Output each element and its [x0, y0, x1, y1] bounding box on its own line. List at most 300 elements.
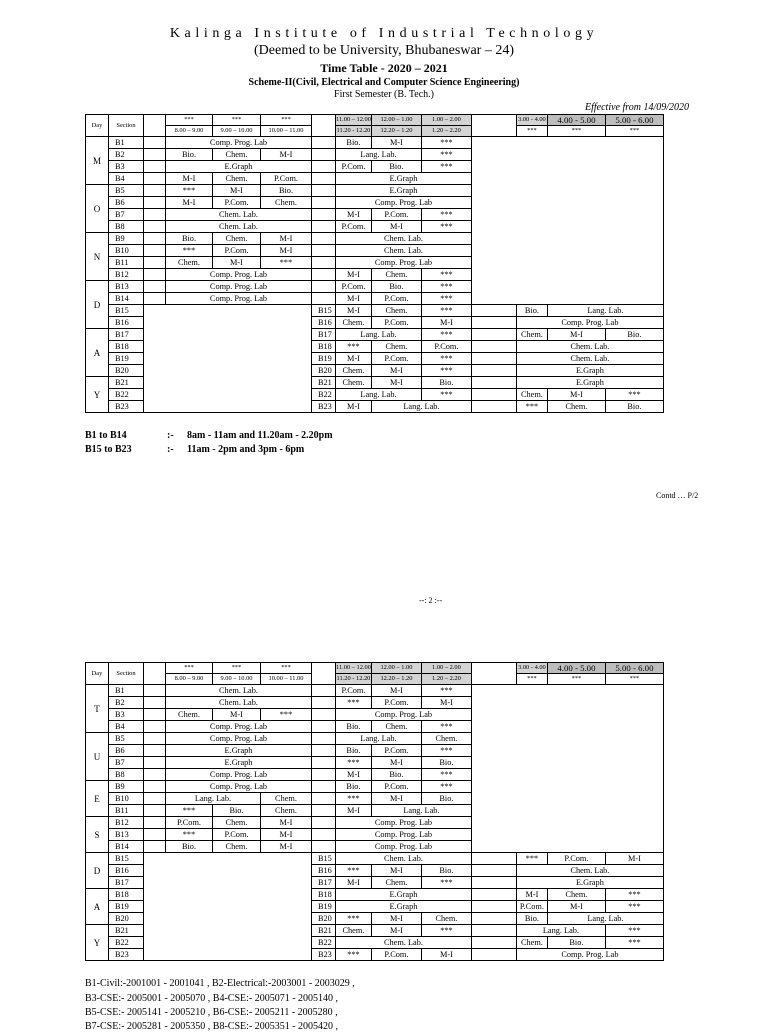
day-letter-cell: Y	[86, 925, 109, 961]
time-slot-cell: 8.00 – 9.00	[166, 126, 213, 137]
blank-cell	[144, 197, 166, 209]
blank-cell	[312, 149, 336, 161]
subject-cell: ***	[166, 185, 213, 197]
blank-cell	[312, 709, 336, 721]
blank-cell	[471, 401, 516, 413]
subject-cell: P.Com.	[336, 281, 372, 293]
timing-sep: :-	[167, 430, 174, 441]
subject-cell: Bio.	[166, 149, 213, 161]
blank-cell	[144, 185, 166, 197]
subject-cell: ***	[336, 341, 372, 353]
subject-cell: P.Com.	[371, 209, 421, 221]
blank-cell	[144, 115, 166, 137]
subject-cell: Chem.	[547, 401, 605, 413]
time-slot-cell: 11.20 - 12.20	[336, 126, 372, 137]
subject-cell: Chem.	[261, 197, 312, 209]
section-cell: B8	[109, 769, 144, 781]
subject-cell: M-I	[166, 173, 213, 185]
subject-cell: P.Com.	[547, 853, 605, 865]
day-letter-cell: D	[86, 281, 109, 329]
day-letter-cell: U	[86, 733, 109, 781]
time-slot-cell: 1.00 – 2.00	[421, 663, 471, 674]
day-letter-cell: A	[86, 889, 109, 925]
blank-cell	[471, 937, 516, 949]
subject-cell: P.Com.	[261, 173, 312, 185]
blank-cell	[471, 865, 516, 877]
blank-cell	[471, 341, 516, 353]
subject-cell: ***	[421, 281, 471, 293]
subject-cell: ***	[166, 245, 213, 257]
section-cell: B20	[312, 913, 336, 925]
section-cell: B16	[109, 865, 144, 877]
day-letter-cell: A	[86, 329, 109, 377]
timing-sep: :-	[167, 444, 174, 455]
subject-cell: P.Com.	[336, 685, 372, 697]
section-cell: B19	[109, 353, 144, 365]
blank-cell	[144, 805, 166, 817]
subject-cell: Chem.	[516, 389, 547, 401]
empty-block	[144, 305, 312, 413]
section-cell: B21	[312, 925, 336, 937]
subject-cell: Chem.	[261, 805, 312, 817]
subject-cell: Lang. Lab.	[166, 793, 261, 805]
section-cell: B15	[312, 853, 336, 865]
subject-cell: Bio.	[421, 757, 471, 769]
subject-cell: Bio.	[336, 721, 372, 733]
day-letter-cell: N	[86, 233, 109, 281]
section-cell: B16	[109, 317, 144, 329]
blank-cell	[144, 233, 166, 245]
section-header: Section	[109, 663, 144, 685]
time-slot-cell: 9.00 – 10.00	[213, 674, 261, 685]
table-header-row	[86, 115, 720, 126]
subject-cell: ***	[336, 793, 372, 805]
subject-cell: ***	[421, 781, 471, 793]
subject-cell: ***	[336, 757, 372, 769]
subject-cell: Bio.	[336, 745, 372, 757]
blank-cell	[144, 685, 166, 697]
blank-cell	[312, 793, 336, 805]
subject-cell: P.Com.	[371, 745, 421, 757]
registration-line: B3-CSE:- 2005001 - 2005070 , B4-CSE:- 2005071 - 2005140 ,	[85, 993, 339, 1004]
subject-cell: ***	[421, 353, 471, 365]
subject-cell: Lang. Lab.	[516, 925, 605, 937]
subject-cell: M-I	[336, 401, 372, 413]
subject-cell: Bio.	[421, 793, 471, 805]
empty-block	[144, 853, 312, 961]
subject-cell: M-I	[547, 901, 605, 913]
registration-line: B5-CSE:- 2005141 - 2005210 , B6-CSE:- 2005211 - 2005280 ,	[85, 1007, 338, 1018]
subject-cell: Chem.	[166, 257, 213, 269]
subject-cell: Bio.	[371, 161, 421, 173]
section-cell: B18	[109, 341, 144, 353]
table-row	[86, 137, 720, 149]
stars-cell: ***	[213, 663, 261, 674]
subject-cell: Chem.	[213, 817, 261, 829]
subject-cell: Comp. Prog. Lab	[166, 781, 312, 793]
blank-cell	[471, 115, 516, 137]
time-slot-cell: 12.00 – 1.00	[371, 663, 421, 674]
subject-cell: M-I	[261, 829, 312, 841]
timing-times: 8am - 11am and 11.20am - 2.20pm	[187, 430, 333, 441]
subject-cell: Chem. Lab.	[516, 865, 663, 877]
tuesday-timetable	[85, 662, 720, 961]
subject-cell: Chem. Lab.	[336, 233, 472, 245]
subject-cell: E.Graph	[166, 161, 312, 173]
subject-cell: P.Com.	[336, 221, 372, 233]
timing-note-2	[85, 444, 304, 455]
subject-cell: ***	[336, 865, 372, 877]
subject-cell: P.Com.	[213, 245, 261, 257]
subject-cell: ***	[336, 697, 372, 709]
timing-range: B15 to B23	[85, 444, 132, 455]
registration-line: B7-CSE:- 2005281 - 2005350 , B8-CSE:- 2005351 - 2005420 ,	[85, 1021, 339, 1032]
subject-cell: M-I	[336, 209, 372, 221]
subject-cell: ***	[336, 913, 372, 925]
section-cell: B15	[312, 305, 336, 317]
blank-cell	[471, 925, 516, 937]
subject-cell: P.Com.	[336, 161, 372, 173]
subject-cell: Lang. Lab.	[336, 733, 422, 745]
subject-cell: Bio.	[166, 233, 213, 245]
subject-cell: E.Graph	[336, 185, 472, 197]
subject-cell: ***	[421, 685, 471, 697]
blank-cell	[144, 745, 166, 757]
subject-cell: Chem.	[421, 733, 471, 745]
stars-cell: ***	[516, 674, 547, 685]
subject-cell: M-I	[261, 233, 312, 245]
subject-cell: E.Graph	[336, 173, 472, 185]
subject-cell: E.Graph	[516, 877, 663, 889]
subject-cell: Chem.	[516, 937, 547, 949]
subject-cell: Chem.	[166, 709, 213, 721]
subject-cell: Comp. Prog. Lab	[516, 317, 663, 329]
subject-cell: M-I	[166, 197, 213, 209]
subject-cell: Chem. Lab.	[166, 697, 312, 709]
subject-cell: ***	[166, 829, 213, 841]
subject-cell: E.Graph	[336, 901, 472, 913]
blank-cell	[144, 721, 166, 733]
subject-cell: M-I	[261, 149, 312, 161]
subject-cell: Comp. Prog. Lab	[336, 817, 472, 829]
blank-cell	[312, 757, 336, 769]
section-cell: B10	[109, 245, 144, 257]
blank-cell	[471, 329, 516, 341]
day-letter-cell: O	[86, 185, 109, 233]
section-cell: B22	[312, 937, 336, 949]
section-cell: B21	[312, 377, 336, 389]
subject-cell: P.Com.	[421, 341, 471, 353]
subject-cell: ***	[421, 209, 471, 221]
subject-cell: M-I	[213, 257, 261, 269]
blank-cell	[312, 185, 336, 197]
time-slot-cell: 11.00 – 12.00	[336, 663, 372, 674]
time-slot-cell: 3.00 - 4.00	[516, 115, 547, 126]
subject-cell: M-I	[371, 925, 421, 937]
subject-cell: Chem.	[213, 233, 261, 245]
section-cell: B21	[109, 377, 144, 389]
section-cell: B5	[109, 185, 144, 197]
timetable-title: Time Table - 2020 – 2021	[320, 61, 448, 75]
blank-cell	[144, 733, 166, 745]
blank-cell	[312, 257, 336, 269]
blank-cell	[471, 317, 516, 329]
section-cell: B18	[312, 341, 336, 353]
section-cell: B18	[109, 889, 144, 901]
blank-cell	[471, 913, 516, 925]
table-header-row	[86, 674, 720, 685]
subject-cell: Lang. Lab.	[547, 305, 663, 317]
blank-cell	[144, 817, 166, 829]
subject-cell: Lang. Lab.	[371, 401, 471, 413]
subject-cell: M-I	[371, 913, 421, 925]
blank-cell	[144, 161, 166, 173]
subject-cell: Lang. Lab.	[336, 329, 422, 341]
subject-cell: Chem. Lab.	[336, 937, 472, 949]
table-header-row	[86, 663, 720, 674]
day-letter-cell: T	[86, 685, 109, 733]
empty-block	[471, 685, 663, 853]
timing-times: 11am - 2pm and 3pm - 6pm	[187, 444, 305, 455]
subject-cell: Chem.	[371, 877, 421, 889]
blank-cell	[312, 209, 336, 221]
time-slot-cell: 4.00 - 5.00	[547, 115, 605, 126]
subject-cell: Chem. Lab.	[516, 353, 663, 365]
subject-cell: M-I	[371, 757, 421, 769]
blank-cell	[312, 685, 336, 697]
subject-cell: E.Graph	[516, 365, 663, 377]
subject-cell: P.Com.	[371, 353, 421, 365]
subject-cell: M-I	[371, 365, 421, 377]
stars-cell: ***	[547, 126, 605, 137]
subject-cell: ***	[421, 221, 471, 233]
section-cell: B9	[109, 781, 144, 793]
stars-cell: ***	[166, 115, 213, 126]
day-letter-cell: S	[86, 817, 109, 853]
subject-cell: Bio.	[421, 865, 471, 877]
subject-cell: M-I	[547, 329, 605, 341]
blank-cell	[144, 663, 166, 685]
empty-block	[471, 137, 663, 305]
subject-cell: Chem. Lab.	[166, 685, 312, 697]
blank-cell	[144, 209, 166, 221]
time-slot-cell: 5.00 - 6.00	[605, 663, 663, 674]
blank-cell	[144, 841, 166, 853]
subject-cell: M-I	[336, 293, 372, 305]
stars-cell: ***	[605, 674, 663, 685]
subject-cell: Chem.	[336, 365, 372, 377]
subject-cell: Chem.	[213, 173, 261, 185]
subject-cell: ***	[421, 925, 471, 937]
subject-cell: ***	[421, 149, 471, 161]
subject-cell: Comp. Prog. Lab	[166, 769, 312, 781]
subject-cell: Bio.	[547, 937, 605, 949]
section-cell: B22	[109, 389, 144, 401]
subject-cell: Bio.	[516, 913, 547, 925]
subject-cell: Comp. Prog. Lab	[166, 721, 312, 733]
subject-cell: M-I	[371, 377, 421, 389]
subject-cell: Comp. Prog. Lab	[336, 197, 472, 209]
blank-cell	[312, 293, 336, 305]
subject-cell: Comp. Prog. Lab	[336, 709, 472, 721]
section-cell: B23	[109, 949, 144, 961]
section-cell: B4	[109, 173, 144, 185]
subject-cell: Bio.	[336, 137, 372, 149]
day-letter-cell: D	[86, 853, 109, 889]
subject-cell: Chem.	[336, 377, 372, 389]
blank-cell	[144, 257, 166, 269]
subject-cell: ***	[421, 137, 471, 149]
blank-cell	[312, 697, 336, 709]
time-slot-cell: 1.00 – 2.00	[421, 115, 471, 126]
blank-cell	[144, 829, 166, 841]
section-cell: B11	[109, 257, 144, 269]
section-cell: B16	[312, 865, 336, 877]
subject-cell: ***	[516, 853, 547, 865]
subject-cell: Lang. Lab.	[336, 149, 422, 161]
subject-cell: M-I	[421, 949, 471, 961]
monday-timetable	[85, 114, 720, 413]
table-row	[86, 305, 720, 317]
subject-cell: Comp. Prog. Lab	[166, 281, 312, 293]
blank-cell	[471, 901, 516, 913]
table-row	[86, 685, 720, 697]
section-cell: B15	[109, 305, 144, 317]
blank-cell	[312, 173, 336, 185]
subject-cell: Chem.	[547, 889, 605, 901]
stars-cell: ***	[605, 126, 663, 137]
subject-cell: Comp. Prog. Lab	[336, 829, 472, 841]
section-cell: B1	[109, 137, 144, 149]
time-slot-cell: 10.00 – 11.00	[261, 674, 312, 685]
blank-cell	[471, 663, 516, 685]
section-cell: B23	[312, 401, 336, 413]
blank-cell	[312, 663, 336, 685]
subject-cell: Chem. Lab.	[336, 853, 472, 865]
day-header: Day	[86, 663, 109, 685]
blank-cell	[144, 697, 166, 709]
section-cell: B22	[109, 937, 144, 949]
day-letter-cell: M	[86, 137, 109, 185]
time-slot-cell: 12.20 – 1.20	[371, 126, 421, 137]
section-cell: B10	[109, 793, 144, 805]
stars-cell: ***	[261, 663, 312, 674]
blank-cell	[312, 829, 336, 841]
subject-cell: E.Graph	[166, 757, 312, 769]
subject-cell: Chem.	[371, 721, 421, 733]
subject-cell: ***	[421, 293, 471, 305]
blank-cell	[312, 197, 336, 209]
subject-cell: ***	[516, 401, 547, 413]
blank-cell	[312, 115, 336, 137]
page-number-marker: --: 2 :--	[419, 596, 443, 605]
subject-cell: M-I	[261, 245, 312, 257]
section-cell: B17	[109, 877, 144, 889]
subject-cell: P.Com.	[516, 901, 547, 913]
blank-cell	[312, 781, 336, 793]
subject-cell: Comp. Prog. Lab	[166, 269, 312, 281]
subject-cell: ***	[421, 389, 471, 401]
subject-cell: ***	[421, 365, 471, 377]
section-cell: B1	[109, 685, 144, 697]
subject-cell: M-I	[336, 269, 372, 281]
subject-cell: Bio.	[261, 185, 312, 197]
subject-cell: M-I	[547, 389, 605, 401]
time-slot-cell: 1.20 – 2.20	[421, 126, 471, 137]
blank-cell	[144, 137, 166, 149]
blank-cell	[312, 817, 336, 829]
section-cell: B12	[109, 269, 144, 281]
subject-cell: M-I	[336, 305, 372, 317]
subject-cell: P.Com.	[166, 817, 213, 829]
blank-cell	[312, 233, 336, 245]
subject-cell: ***	[261, 257, 312, 269]
subject-cell: P.Com.	[371, 697, 421, 709]
institute-name: Kalinga Institute of Industrial Technology	[169, 26, 599, 41]
subject-cell: Chem.	[421, 913, 471, 925]
section-cell: B19	[312, 353, 336, 365]
table-row	[86, 853, 720, 865]
blank-cell	[312, 161, 336, 173]
subject-cell: Bio.	[213, 805, 261, 817]
section-cell: B23	[109, 401, 144, 413]
section-cell: B7	[109, 757, 144, 769]
time-slot-cell: 11.00 – 12.00	[336, 115, 372, 126]
section-cell: B2	[109, 149, 144, 161]
section-cell: B5	[109, 733, 144, 745]
subject-cell: M-I	[371, 221, 421, 233]
time-slot-cell: 12.20 – 1.20	[371, 674, 421, 685]
blank-cell	[144, 757, 166, 769]
subject-cell: E.Graph	[336, 889, 472, 901]
section-cell: B18	[312, 889, 336, 901]
blank-cell	[471, 853, 516, 865]
continued-note: Contd … P/2	[656, 491, 699, 500]
blank-cell	[312, 721, 336, 733]
subject-cell: Chem. Lab.	[516, 341, 663, 353]
subject-cell: M-I	[336, 805, 372, 817]
subject-cell: ***	[605, 901, 663, 913]
blank-cell	[471, 365, 516, 377]
section-cell: B17	[312, 329, 336, 341]
blank-cell	[312, 245, 336, 257]
scheme-line: Scheme-II(Civil, Electrical and Computer Science Engineering)	[248, 77, 520, 88]
section-cell: B16	[312, 317, 336, 329]
section-cell: B19	[109, 901, 144, 913]
subject-cell: ***	[605, 925, 663, 937]
day-header: Day	[86, 115, 109, 137]
blank-cell	[471, 353, 516, 365]
blank-cell	[144, 281, 166, 293]
subject-cell: Lang. Lab.	[336, 389, 422, 401]
timing-range: B1 to B14	[85, 430, 127, 441]
subject-cell: M-I	[371, 685, 421, 697]
day-letter-cell: E	[86, 781, 109, 817]
subject-cell: ***	[421, 769, 471, 781]
subject-cell: Comp. Prog. Lab	[166, 137, 312, 149]
blank-cell	[144, 269, 166, 281]
section-cell: B20	[109, 365, 144, 377]
subject-cell: M-I	[336, 769, 372, 781]
time-slot-cell: 1.20 – 2.20	[421, 674, 471, 685]
effective-date: Effective from 14/09/2020	[585, 102, 690, 113]
time-slot-cell: 12.00 – 1.00	[371, 115, 421, 126]
subject-cell: M-I	[261, 817, 312, 829]
subject-cell: M-I	[213, 185, 261, 197]
subject-cell: Chem. Lab.	[166, 221, 312, 233]
subject-cell: Comp. Prog. Lab	[166, 733, 312, 745]
subject-cell: ***	[421, 721, 471, 733]
